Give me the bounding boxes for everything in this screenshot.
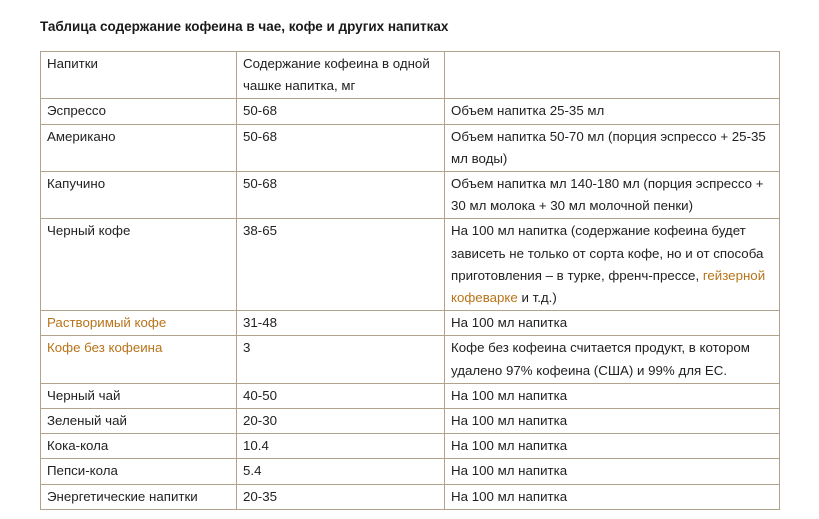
header-caffeine: Содержание кофеина в одной чашке напитка, мг: [237, 52, 445, 99]
caffeine-value: 31-48: [237, 311, 445, 336]
drink-name: [41, 336, 237, 383]
drink-note-text-end: и т.д.): [517, 290, 557, 306]
drink-name: Черный кофе: [41, 219, 237, 311]
decaf-coffee-link[interactable]: Кофе без кофеина: [47, 340, 163, 356]
instant-coffee-link[interactable]: Растворимый кофе: [47, 315, 167, 331]
caffeine-value: 38-65: [237, 219, 445, 311]
table-row: [41, 459, 780, 484]
drink-note: На 100 мл напитка: [445, 459, 780, 484]
header-notes: [445, 52, 780, 99]
caffeine-table: [40, 51, 780, 510]
table-header-row: [41, 52, 780, 99]
table-row: [41, 219, 780, 311]
table-row: [41, 336, 780, 383]
drink-note: На 100 мл напитка: [445, 434, 780, 459]
drink-note: Объем напитка 25-35 мл: [445, 99, 780, 124]
drink-note: На 100 мл напитка: [445, 484, 780, 509]
drink-name: Кока-кола: [41, 434, 237, 459]
caffeine-value: 40-50: [237, 383, 445, 408]
drink-note: [445, 219, 780, 311]
caffeine-value: 10.4: [237, 434, 445, 459]
table-row: [41, 484, 780, 509]
drink-note: Объем напитка мл 140-180 мл (порция эспрессо + 30 мл молока + 30 мл молочной пенки): [445, 172, 780, 219]
table-row: [41, 311, 780, 336]
drink-name: Эспрессо: [41, 99, 237, 124]
caffeine-value: 50-68: [237, 124, 445, 171]
drink-note: На 100 мл напитка: [445, 383, 780, 408]
table-row: [41, 99, 780, 124]
table-row: [41, 124, 780, 171]
geyser-coffee-maker-link[interactable]: гейзерной кофеварке: [451, 267, 766, 306]
drink-name: Американо: [41, 124, 237, 171]
drink-name: Пепси-кола: [41, 459, 237, 484]
drink-note: На 100 мл напитка: [445, 311, 780, 336]
drink-note-text: На 100 мл напитка (содержание кофеина будет зависеть не только от сорта кофе, но и от способа приготовления – в турке, френч-прессе,: [451, 223, 764, 283]
drink-note: На 100 мл напитка: [445, 409, 780, 434]
caffeine-value: 3: [237, 336, 445, 383]
caffeine-value: 50-68: [237, 172, 445, 219]
drink-name: Энергетические напитки: [41, 484, 237, 509]
table-row: [41, 434, 780, 459]
table-row: [41, 172, 780, 219]
caffeine-value: 20-35: [237, 484, 445, 509]
drink-note: Объем напитка 50-70 мл (порция эспрессо + 25-35 мл воды): [445, 124, 780, 171]
page-title: Таблица содержание кофеина в чае, кофе и других напитках: [40, 19, 449, 34]
header-drinks: Напитки: [41, 52, 237, 99]
table-row: [41, 409, 780, 434]
drink-name: Капучино: [41, 172, 237, 219]
drink-name: Черный чай: [41, 383, 237, 408]
drink-name: [41, 311, 237, 336]
caffeine-value: 5.4: [237, 459, 445, 484]
table-row: [41, 383, 780, 408]
caffeine-value: 20-30: [237, 409, 445, 434]
drink-name: Зеленый чай: [41, 409, 237, 434]
caffeine-value: 50-68: [237, 99, 445, 124]
drink-note: Кофе без кофеина считается продукт, в котором удалено 97% кофеина (США) и 99% для ЕС.: [445, 336, 780, 383]
